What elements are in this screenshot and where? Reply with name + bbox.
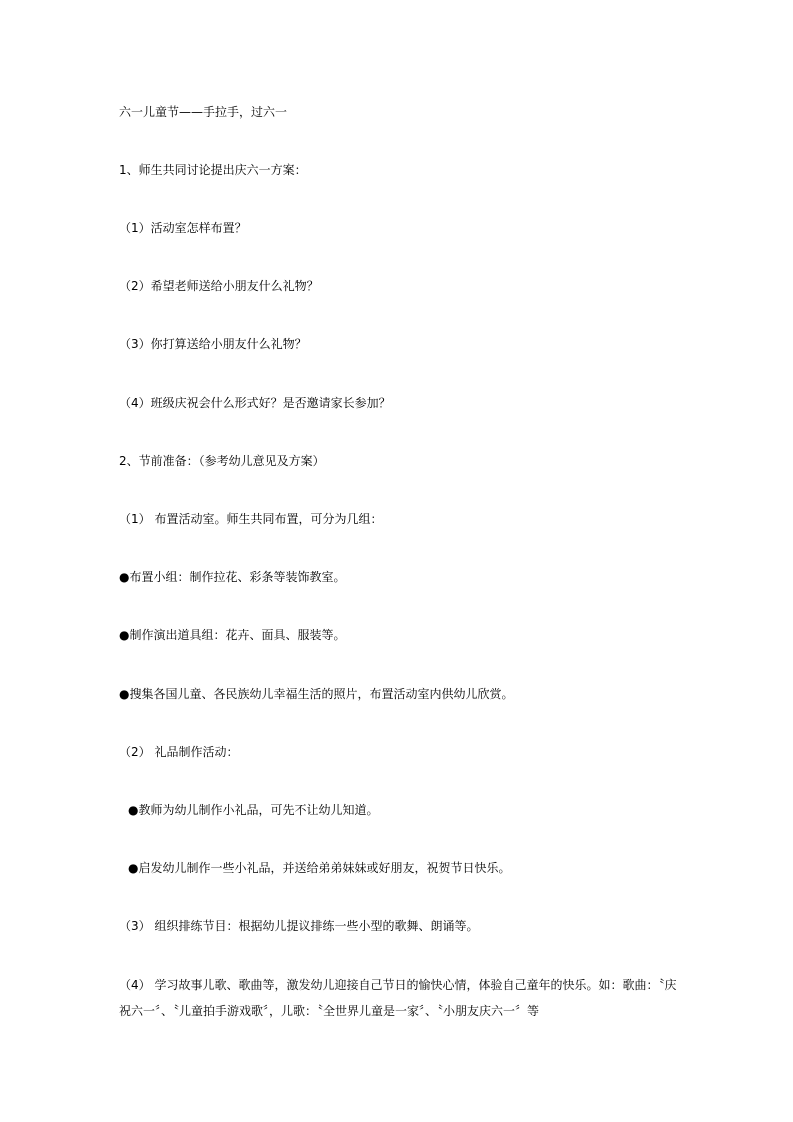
list-item-continuation: 祝六一〞、〝儿童拍手游戏歌〞，儿歌：〝全世界儿童是一家〞、〝小朋友庆六一〞等 <box>119 1004 540 1018</box>
bullet-item: ●布置小组：制作拉花、彩条等装饰教室。 <box>119 570 346 584</box>
document-title: 六一儿童节——手拉手，过六一 <box>119 105 288 119</box>
list-item: （2） 礼品制作活动： <box>119 745 239 759</box>
list-item: （1） 布置活动室。师生共同布置，可分为几组： <box>119 512 383 526</box>
list-item: （4）班级庆祝会什么形式好？是否邀请家长参加？ <box>119 396 391 410</box>
bullet-item: ●搜集各国儿童、各民族幼儿幸福生活的照片，布置活动室内供幼儿欣赏。 <box>119 687 514 701</box>
bullet-item: ●制作演出道具组：花卉、面具、服装等。 <box>119 628 346 642</box>
list-item: （4） 学习故事儿歌、歌曲等，激发幼儿迎接自己节日的愉快心情，体验自己童年的快乐。如：歌曲：〝庆 <box>119 978 677 992</box>
list-item: （3）你打算送给小朋友什么礼物？ <box>119 337 307 351</box>
list-item: （2）希望老师送给小朋友什么礼物？ <box>119 279 319 293</box>
bullet-item: ●教师为幼儿制作小礼品，可先不让幼儿知道。 <box>128 803 379 817</box>
list-item: （3） 组织排练节目：根据幼儿提议排练一些小型的歌舞、朗诵等。 <box>119 919 479 933</box>
section-heading: 1、师生共同讨论提出庆六一方案： <box>119 163 307 177</box>
section-heading: 2、节前准备：（参考幼儿意见及方案） <box>119 454 325 468</box>
bullet-item: ●启发幼儿制作一些小礼品，并送给弟弟妹妹或好朋友，祝贺节日快乐。 <box>128 861 511 875</box>
list-item: （1）活动室怎样布置？ <box>119 221 247 235</box>
